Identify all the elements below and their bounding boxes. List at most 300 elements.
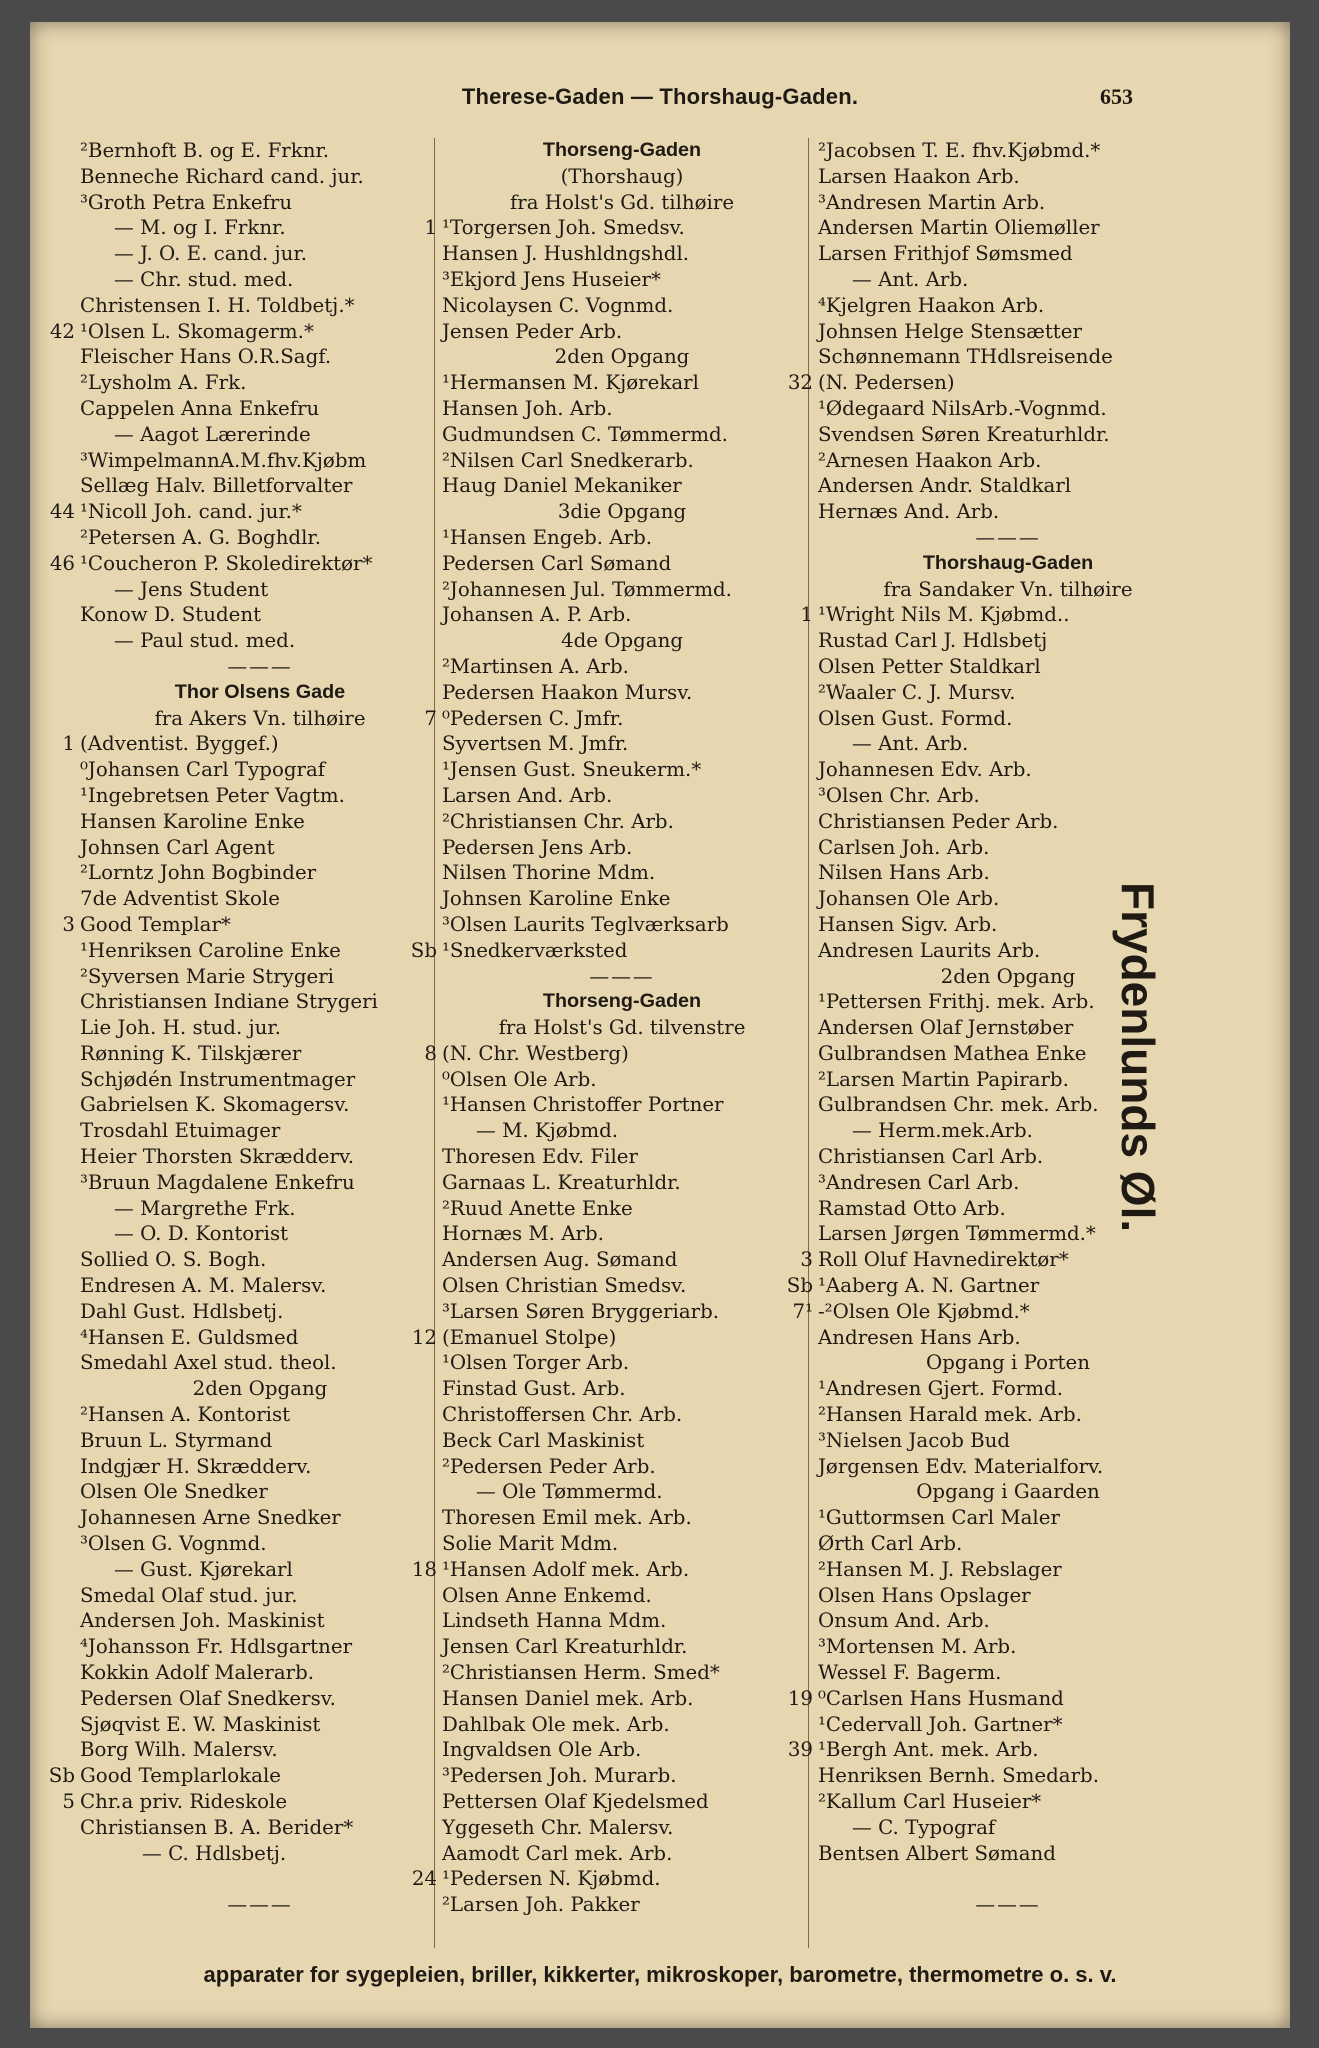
- directory-entry: [80, 1712, 440, 1738]
- entry-text: Christiansen Indiane Strygeri: [80, 990, 378, 1014]
- entry-text: ³Andresen Carl Arb.: [818, 1170, 1020, 1194]
- entry-text: Syvertsen M. Jmfr.: [442, 732, 629, 756]
- entry-text: ¹Wright Nils M. Kjøbmd..: [818, 603, 1070, 627]
- entry-text: Hansen J. Hushldngshdl.: [442, 242, 690, 266]
- page-header-title: Therese-Gaden — Thorshaug-Gaden.: [461, 84, 859, 109]
- entry-text: Gulbrandsen Chr. mek. Arb.: [818, 1093, 1099, 1117]
- directory-entry: [442, 1505, 802, 1531]
- entry-text: Henriksen Bernh. Smedarb.: [818, 1764, 1099, 1788]
- directory-entry: [442, 1737, 802, 1763]
- directory-entry: [818, 1608, 1198, 1634]
- directory-entry: [80, 1608, 440, 1634]
- directory-entry: [818, 1712, 1198, 1738]
- directory-entry: [442, 783, 802, 809]
- entry-text: ⁰Johansen Carl Typograf: [80, 758, 326, 782]
- directory-entry: [80, 1841, 440, 1867]
- entry-text: Pettersen Olaf Kjedelsmed: [442, 1790, 709, 1813]
- entry-text: Garnaas L. Kreaturhldr.: [442, 1170, 681, 1194]
- entry-text: -²Olsen Ole Kjøbmd.*: [818, 1299, 1030, 1323]
- directory-entry: [442, 654, 802, 680]
- entry-text: ²Jacobsen T. E. fhv.Kjøbmd.*: [818, 139, 1101, 162]
- house-number: 42: [49, 319, 75, 343]
- directory-entry: [442, 1350, 802, 1376]
- house-number: 39: [787, 1738, 813, 1762]
- entry-text: ³Larsen Søren Bryggeriarb.: [442, 1299, 720, 1323]
- directory-entry: [49, 551, 440, 577]
- entry-text: ²Larsen Martin Papirarb.: [818, 1067, 1069, 1091]
- directory-entry: [411, 1866, 802, 1892]
- entry-text: (N. Pedersen): [818, 371, 955, 395]
- directory-entry: [800, 1247, 1198, 1273]
- column-2: [410, 138, 802, 1918]
- directory-entry: [792, 1299, 1198, 1325]
- house-number: 7: [424, 706, 437, 730]
- entry-text: ³Olsen G. Vognmd.: [80, 1532, 267, 1556]
- entry-text: — O. D. Kontorist: [114, 1222, 289, 1246]
- entry-text: Schønnemann THdlsreisende: [818, 345, 1113, 369]
- entry-text: ²Ruud Anette Enke: [442, 1196, 633, 1220]
- directory-entry: [818, 1866, 1198, 1892]
- directory-entry: [80, 1557, 440, 1583]
- entry-text: ²Larsen Joh. Pakker: [442, 1893, 640, 1917]
- directory-entry: [80, 1015, 440, 1041]
- directory-entry: [818, 215, 1198, 241]
- directory-entry: [80, 1273, 440, 1299]
- directory-entry: [80, 1428, 440, 1454]
- entry-text: Larsen Jørgen Tømmermd.*: [818, 1222, 1096, 1246]
- entry-text: Sollied O. S. Bogh.: [80, 1248, 267, 1272]
- directory-entry: [80, 1454, 440, 1480]
- directory-entry: [80, 860, 440, 886]
- entry-text: — Paul stud. med.: [114, 629, 296, 653]
- directory-entry: [818, 654, 1198, 680]
- entry-text: fra Akers Vn. tilhøire: [154, 706, 366, 730]
- directory-entry: [442, 190, 802, 216]
- directory-entry: [48, 1763, 440, 1789]
- house-number: 44: [49, 500, 75, 524]
- entry-text: Lie Joh. H. stud. jur.: [80, 1016, 281, 1040]
- entry-text: Trosdahl Etuimager: [80, 1119, 281, 1143]
- directory-entry: [818, 1454, 1198, 1480]
- entry-text: Rustad Carl J. Hdlsbetj: [818, 629, 1048, 653]
- entry-text: — J. O. E. cand. jur.: [114, 242, 307, 266]
- entry-text: — M. Kjøbmd.: [476, 1119, 619, 1143]
- directory-entry: [424, 1041, 802, 1067]
- directory-entry: [442, 886, 802, 912]
- directory-page: [30, 22, 1290, 2028]
- directory-entry: [80, 241, 440, 267]
- entry-text: ³Andresen Martin Arb.: [818, 190, 1046, 214]
- house-number: 3: [62, 912, 75, 936]
- entry-text: ³Nielsen Jacob Bud: [818, 1428, 1011, 1452]
- directory-entry: [442, 1144, 802, 1170]
- entry-text: ———: [975, 525, 1041, 549]
- entry-text: ²Bernhoft B. og E. Frknr.: [80, 139, 330, 162]
- entry-text: Thorseng-Gaden: [542, 990, 702, 1013]
- entry-text: Johnsen Karoline Enke: [442, 887, 671, 911]
- entry-text: Pedersen Jens Arb.: [442, 835, 633, 859]
- directory-entry: [442, 1196, 802, 1222]
- entry-text: Johansen Ole Arb.: [818, 887, 1000, 911]
- directory-entry: [442, 1763, 802, 1789]
- entry-text: Hansen Sigv. Arb.: [818, 912, 998, 936]
- directory-entry: [80, 886, 440, 912]
- entry-text: ¹Torgersen Joh. Smedsv.: [442, 216, 685, 240]
- house-number: 7¹: [792, 1299, 813, 1323]
- directory-entry: [424, 706, 802, 732]
- entry-text: Andresen Hans Arb.: [818, 1325, 1021, 1349]
- entry-text: Thoresen Edv. Filer: [442, 1145, 638, 1169]
- directory-entry: [442, 370, 802, 396]
- house-number: 1: [800, 603, 813, 627]
- directory-entry: [787, 1686, 1198, 1712]
- entry-text: ³Pedersen Joh. Murarb.: [442, 1764, 677, 1788]
- directory-entry: [818, 1402, 1198, 1428]
- entry-text: Olsen Gust. Formd.: [818, 706, 1013, 730]
- entry-text: ¹Bergh Ant. mek. Arb.: [818, 1738, 1039, 1762]
- entry-text: ³Olsen Chr. Arb.: [818, 783, 980, 807]
- directory-entry: [818, 1763, 1198, 1789]
- directory-entry: [442, 1015, 802, 1041]
- house-number: 1: [62, 732, 75, 756]
- entry-text: Solie Marit Mdm.: [442, 1532, 619, 1556]
- entry-text: — Margrethe Frk.: [114, 1196, 296, 1220]
- directory-entry: [818, 473, 1198, 499]
- entry-text: ¹Pettersen Frithj. mek. Arb.: [818, 990, 1095, 1014]
- directory-entry: [80, 448, 440, 474]
- directory-entry: [410, 938, 802, 964]
- entry-text: Hansen Karoline Enke: [80, 809, 305, 833]
- entry-text: Pedersen Olaf Snedkersv.: [80, 1686, 336, 1710]
- entry-text: Nilsen Thorine Mdm.: [442, 861, 656, 885]
- entry-text: Rønning K. Tilskjærer: [80, 1041, 302, 1065]
- directory-entry: [442, 396, 802, 422]
- entry-text: Carlsen Joh. Arb.: [818, 835, 990, 859]
- entry-text: Pedersen Carl Sømand: [442, 551, 672, 575]
- directory-entry: [80, 1737, 440, 1763]
- directory-entry: [442, 809, 802, 835]
- entry-text: Lindseth Hanna Mdm.: [442, 1609, 667, 1633]
- entry-text: Olsen Petter Staldkarl: [818, 654, 1041, 678]
- directory-entry: [80, 1170, 440, 1196]
- entry-text: Dahlbak Ole mek. Arb.: [442, 1712, 670, 1736]
- entry-text: Konow D. Student: [80, 603, 262, 627]
- directory-entry: [818, 706, 1198, 732]
- directory-entry: [442, 1583, 802, 1609]
- entry-text: Opgang i Porten: [926, 1351, 1090, 1375]
- entry-text: Good Templar*: [80, 912, 231, 936]
- entry-text: ¹Guttormsen Carl Maler: [818, 1506, 1060, 1530]
- entry-text: Hansen Daniel mek. Arb.: [442, 1686, 694, 1710]
- entry-text: Johnsen Carl Agent: [80, 835, 275, 859]
- entry-text: ¹Hansen Christoffer Portner: [442, 1093, 724, 1117]
- directory-entry: [442, 757, 802, 783]
- directory-entry: [818, 190, 1198, 216]
- entry-text: Beck Carl Maskinist: [442, 1428, 645, 1452]
- column-divider: [808, 138, 809, 1948]
- entry-text: — M. og I. Frknr.: [114, 216, 286, 240]
- entry-text: Endresen A. M. Malersv.: [80, 1274, 327, 1298]
- entry-text: Yggeseth Chr. Malersv.: [442, 1815, 674, 1839]
- directory-entry: [442, 1712, 802, 1738]
- directory-entry: [818, 1815, 1198, 1841]
- entry-text: ²Lorntz John Bogbinder: [80, 861, 317, 885]
- directory-entry: [442, 1634, 802, 1660]
- directory-entry: [818, 1583, 1198, 1609]
- house-number: 18: [411, 1557, 437, 1581]
- house-number: Sb: [48, 1764, 75, 1788]
- directory-entry: [80, 422, 440, 448]
- entry-text: Thorseng-Gaden: [542, 139, 702, 161]
- entry-text: ²Arnesen Haakon Arb.: [818, 448, 1042, 472]
- entry-text: ¹Ødegaard NilsArb.-Vognmd.: [818, 396, 1107, 420]
- directory-entry: [818, 809, 1198, 835]
- directory-entry: [818, 396, 1198, 422]
- directory-entry: [442, 860, 802, 886]
- entry-text: Smedal Olaf stud. jur.: [80, 1583, 298, 1607]
- entry-text: Benneche Richard cand. jur.: [80, 164, 364, 188]
- directory-entry: [786, 1273, 1198, 1299]
- entry-text: — Herm.mek.Arb.: [852, 1119, 1033, 1143]
- entry-text: Johnsen Helge Stensætter: [818, 319, 1082, 343]
- house-number: 3: [800, 1248, 813, 1272]
- directory-entry: [818, 1428, 1198, 1454]
- entry-text: ³Groth Petra Enkefru: [80, 190, 293, 214]
- directory-entry: [818, 1350, 1198, 1376]
- entry-text: Gabrielsen K. Skomagersv.: [80, 1093, 350, 1117]
- directory-entry: [442, 267, 802, 293]
- entry-text: ³Mortensen M. Arb.: [818, 1635, 1017, 1659]
- entry-text: Olsen Anne Enkemd.: [442, 1583, 652, 1607]
- entry-text: Andersen Andr. Staldkarl: [818, 474, 1072, 498]
- entry-text: Christoffersen Chr. Arb.: [442, 1403, 683, 1427]
- entry-text: Cappelen Anna Enkefru: [80, 396, 320, 420]
- column-1: [48, 138, 440, 1918]
- entry-text: Wessel F. Bagerm.: [818, 1661, 1002, 1685]
- entry-text: ¹Hansen Engeb. Arb.: [442, 525, 653, 549]
- entry-text: ⁰Olsen Ole Arb.: [442, 1067, 597, 1091]
- entry-text: Jensen Carl Kreaturhldr.: [442, 1635, 688, 1659]
- directory-entry: [442, 499, 802, 525]
- entry-text: ¹Jensen Gust. Sneukerm.*: [442, 758, 702, 782]
- entry-text: — Jens Student: [114, 577, 269, 601]
- directory-entry: [424, 215, 802, 241]
- entry-text: Sellæg Halv. Billetforvalter: [80, 474, 353, 498]
- entry-text: ¹Ingebretsen Peter Vagtm.: [80, 783, 345, 807]
- directory-entry: [80, 1866, 440, 1892]
- entry-text: ³Bruun Magdalene Enkefru: [80, 1170, 355, 1194]
- directory-entry: [442, 344, 802, 370]
- directory-entry: [818, 1376, 1198, 1402]
- entry-text: ¹Cedervall Joh. Gartner*: [818, 1712, 1063, 1736]
- directory-entry: [80, 1686, 440, 1712]
- directory-entry: [442, 1686, 802, 1712]
- directory-entry: [80, 706, 440, 732]
- entry-text: ⁴Kjelgren Haakon Arb.: [818, 293, 1045, 317]
- entry-text: ²Nilsen Carl Snedkerarb.: [442, 448, 694, 472]
- entry-text: Jensen Peder Arb.: [442, 319, 623, 343]
- entry-text: ¹Aaberg A. N. Gartner: [818, 1274, 1040, 1298]
- directory-entry: [80, 396, 440, 422]
- entry-text: 2den Opgang: [940, 964, 1076, 988]
- directory-entry: [80, 757, 440, 783]
- entry-text: ¹Pedersen N. Kjøbmd.: [442, 1867, 661, 1891]
- entry-text: — Aagot Lærerinde: [114, 422, 311, 446]
- entry-text: Olsen Hans Opslager: [818, 1583, 1031, 1607]
- entry-text: Bentsen Albert Sømand: [818, 1841, 1056, 1865]
- entry-text: ²Pedersen Peder Arb.: [442, 1454, 656, 1478]
- directory-entry: [818, 499, 1198, 525]
- directory-entry: [80, 293, 440, 319]
- entry-text: Christensen I. H. Toldbetj.*: [80, 293, 355, 317]
- entry-text: Christiansen Peder Arb.: [818, 809, 1059, 833]
- entry-text: Svendsen Søren Kreaturhldr.: [818, 422, 1110, 446]
- directory-entry: [818, 835, 1198, 861]
- directory-entry: [442, 1118, 802, 1144]
- entry-text: Thor Olsens Gade: [174, 680, 346, 703]
- entry-text: (Adventist. Byggef.): [80, 732, 279, 756]
- directory-entry: [442, 1067, 802, 1093]
- directory-entry: [442, 577, 802, 603]
- house-number: 1: [424, 216, 437, 240]
- directory-entry: [818, 448, 1198, 474]
- directory-entry: [818, 1531, 1198, 1557]
- directory-entry: [818, 757, 1198, 783]
- entry-text: ¹Henriksen Caroline Enke: [80, 938, 341, 962]
- entry-text: Christiansen Carl Arb.: [818, 1145, 1044, 1169]
- directory-entry: [80, 1247, 440, 1273]
- directory-entry: [442, 731, 802, 757]
- directory-entry: [80, 267, 440, 293]
- directory-entry: [62, 731, 440, 757]
- entry-text: ²Johannesen Jul. Tømmermd.: [442, 577, 732, 601]
- directory-entry: [80, 1479, 440, 1505]
- entry-text: Hornæs M. Arb.: [442, 1222, 604, 1246]
- entry-text: 2den Opgang: [192, 1377, 328, 1401]
- directory-entry: [818, 293, 1198, 319]
- entry-text: Ramstad Otto Arb.: [818, 1196, 1006, 1220]
- directory-entry: [818, 267, 1198, 293]
- directory-entry: [800, 602, 1198, 628]
- house-number: 32: [787, 371, 813, 395]
- house-number: Sb: [410, 938, 437, 962]
- entry-text: Schjødén Instrumentmager: [80, 1067, 356, 1091]
- directory-entry: [80, 1092, 440, 1118]
- entry-text: Fleischer Hans O.R.Sagf.: [80, 345, 332, 369]
- entry-text: ¹Nicoll Joh. cand. jur.*: [80, 500, 302, 524]
- entry-text: Olsen Christian Smedsv.: [442, 1274, 687, 1298]
- entry-text: ³WimpelmannA.M.fhv.Kjøbm: [80, 448, 367, 472]
- entry-text: Roll Oluf Havnedirektør*: [818, 1248, 1069, 1272]
- directory-entry: [442, 1376, 802, 1402]
- directory-entry: [442, 1428, 802, 1454]
- directory-entry: [818, 164, 1198, 190]
- house-number: 19: [787, 1686, 813, 1710]
- entry-text: ²Christiansen Chr. Arb.: [442, 809, 674, 833]
- entry-text: ¹Olsen Torger Arb.: [442, 1351, 630, 1375]
- entry-text: Heier Thorsten Skrædderv.: [80, 1145, 355, 1169]
- entry-text: ²Lysholm A. Frk.: [80, 371, 247, 395]
- section-separator: [442, 964, 802, 990]
- directory-entry: [80, 938, 440, 964]
- directory-entry: [442, 319, 802, 345]
- directory-entry: [49, 499, 440, 525]
- entry-text: ¹Hansen Adolf mek. Arb.: [442, 1557, 690, 1581]
- directory-entry: [80, 1402, 440, 1428]
- directory-entry: [818, 1325, 1198, 1351]
- entry-text: — Ant. Arb.: [852, 267, 969, 291]
- entry-text: ⁰Carlsen Hans Husmand: [818, 1686, 1064, 1710]
- house-number: 5: [62, 1790, 75, 1813]
- directory-entry: [80, 138, 440, 164]
- entry-text: Christiansen B. A. Berider*: [80, 1815, 354, 1839]
- directory-entry: [818, 783, 1198, 809]
- entry-text: — C. Hdlsbetj.: [142, 1841, 287, 1865]
- directory-entry: [818, 1505, 1198, 1531]
- entry-text: Thoresen Emil mek. Arb.: [442, 1506, 692, 1530]
- entry-text: Andersen Joh. Maskinist: [80, 1609, 325, 1633]
- entry-text: — Ole Tømmermd.: [476, 1480, 663, 1504]
- directory-entry: [818, 1841, 1198, 1867]
- directory-entry: [442, 1402, 802, 1428]
- directory-entry: [80, 783, 440, 809]
- entry-text: (Thorshaug): [560, 164, 684, 188]
- entry-text: Jørgensen Edv. Materialforv.: [818, 1454, 1104, 1478]
- entry-text: 4de Opgang: [561, 629, 683, 653]
- directory-entry: [818, 1789, 1198, 1815]
- entry-text: ⁴Hansen E. Guldsmed: [80, 1325, 299, 1349]
- entry-text: ¹Coucheron P. Skoledirektør*: [80, 551, 373, 575]
- entry-text: ———: [227, 654, 293, 678]
- side-advertisement: Frydenlunds Øl.: [1112, 882, 1164, 1233]
- directory-entry: [442, 1273, 802, 1299]
- entry-text: 7de Adventist Skole: [80, 887, 280, 911]
- directory-entry: [818, 422, 1198, 448]
- entry-text: ²Petersen A. G. Boghdlr.: [80, 525, 321, 549]
- house-number: 8: [424, 1041, 437, 1065]
- directory-entry: [80, 1299, 440, 1325]
- entry-text: Dahl Gust. Hdlsbetj.: [80, 1299, 284, 1323]
- directory-entry: [442, 1789, 802, 1815]
- directory-entry: [818, 731, 1198, 757]
- directory-entry: [80, 190, 440, 216]
- entry-text: Smedahl Axel stud. theol.: [80, 1351, 337, 1375]
- entry-text: Nilsen Hans Arb.: [818, 861, 990, 885]
- entry-text: Andresen Laurits Arb.: [818, 938, 1041, 962]
- directory-entry: [442, 422, 802, 448]
- entry-text: 2den Opgang: [554, 345, 690, 369]
- entry-text: (Emanuel Stolpe): [442, 1325, 617, 1349]
- footer-advertisement: apparater for sygepleien, briller, kikkerter, mikroskoper, barometre, thermometre o. s. v.: [203, 1962, 1117, 1987]
- directory-entry: [818, 138, 1198, 164]
- directory-entry: [442, 448, 802, 474]
- directory-entry: [80, 1144, 440, 1170]
- directory-entry: [80, 964, 440, 990]
- entry-text: fra Holst's Gd. tilvenstre: [498, 1016, 746, 1040]
- directory-entry: [442, 912, 802, 938]
- directory-entry: [49, 319, 440, 345]
- directory-entry: [818, 1634, 1198, 1660]
- directory-entry: [80, 370, 440, 396]
- directory-entry: [442, 628, 802, 654]
- entry-text: ⁰Pedersen C. Jmfr.: [442, 706, 624, 730]
- entry-text: ²Waaler C. J. Mursv.: [818, 680, 1016, 704]
- directory-entry: [442, 1454, 802, 1480]
- directory-entry: [80, 835, 440, 861]
- section-separator: [80, 1892, 440, 1918]
- entry-text: Andersen Martin Oliemøller: [818, 216, 1100, 240]
- street-heading: [442, 989, 802, 1015]
